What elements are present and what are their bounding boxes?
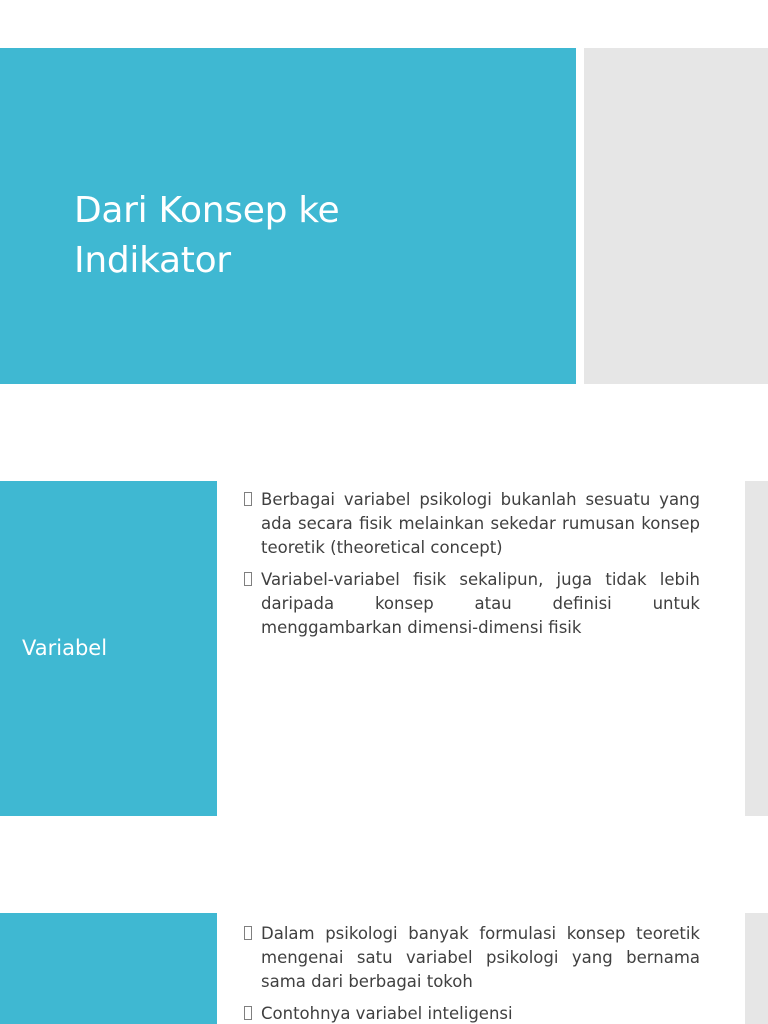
section-label: Variabel — [22, 636, 108, 660]
side-strip — [745, 481, 768, 816]
list-item — [244, 568, 700, 640]
list-item — [244, 1002, 700, 1024]
slide-title-line-1: Dari Konsep ke — [74, 190, 340, 231]
square-bullet-icon — [244, 926, 252, 940]
side-strip — [745, 913, 768, 1024]
square-bullet-icon — [244, 1006, 252, 1020]
square-bullet-icon — [244, 492, 252, 506]
bullet-text: Variabel-variabel fisik sekalipun, juga tidak lebih daripada konsep atau definisi untuk menggambarkan dimensi-dimensi fisik — [261, 570, 700, 637]
bullet-text: Berbagai variabel psikologi bukanlah sesuatu yang ada secara fisik melainkan sekedar rumusan konsep teoretik (theoretical concept) — [261, 490, 700, 557]
slide-title — [74, 186, 554, 286]
list-item — [244, 488, 700, 560]
bullet-list — [244, 922, 700, 1024]
section-panel-next — [0, 913, 217, 1024]
list-item — [244, 922, 700, 994]
bullet-list — [244, 488, 700, 648]
square-bullet-icon — [244, 572, 252, 586]
bullet-text: Dalam psikologi banyak formulasi konsep teoretik mengenai satu variabel psikologi yang bernama sama dari berbagai tokoh — [261, 924, 700, 991]
bullet-text: Contohnya variabel inteligensi — [261, 1004, 513, 1023]
title-slide-side-panel — [584, 48, 768, 384]
slide-title-line-2: Indikator — [74, 240, 231, 281]
